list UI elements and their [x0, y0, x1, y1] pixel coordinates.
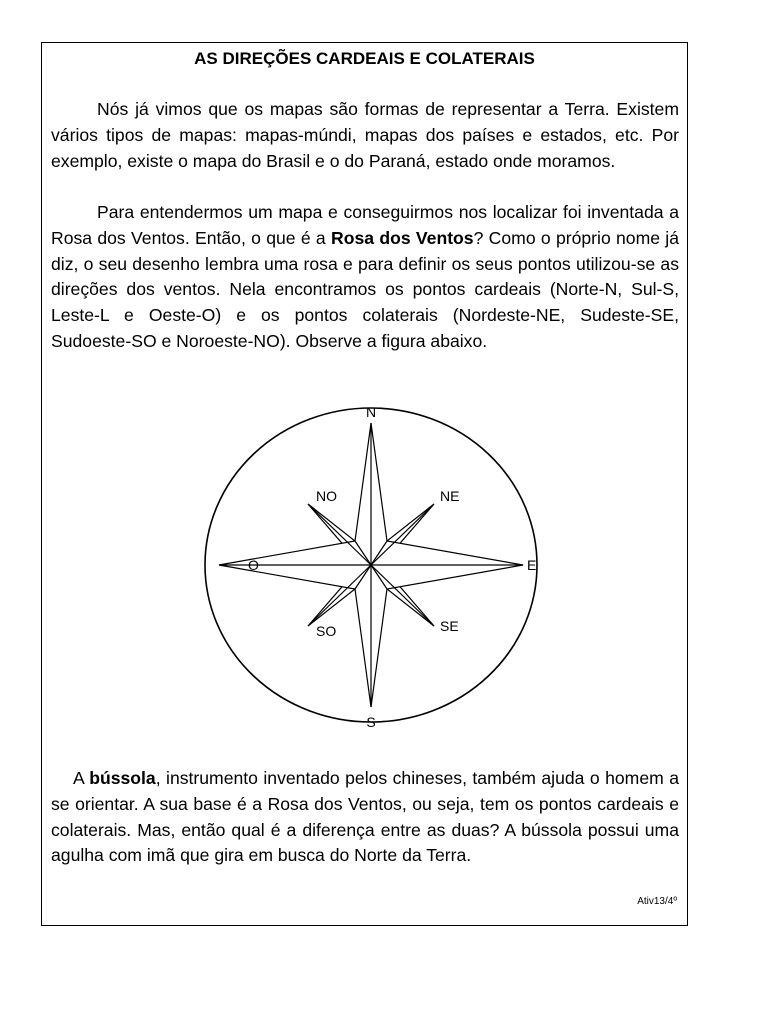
- rose-text-after: ? Como o próprio nome já diz, o seu desenho lembra uma rosa e para definir os seus pontos utilizou-se as direções dos ventos. Nela encontramos os pontos cardeais (Norte-N, Sul-S, Leste-L e Oeste-O) e os pontos colaterais (Nordeste-NE, Sudeste-SE, Sudoeste-SO e Noroeste-NO). Observe a figura abaixo.: [51, 227, 680, 351]
- compass-text-after: , instrumento inventado pelos chineses, também ajuda o homem a se orientar. A sua base é a Rosa dos Ventos, ou seja, tem os pontos cardeais e colaterais. Mas, então qual é a diferença entre as duas? A bússola possui uma agulha com imã que gira em busca do Norte da Terra.: [51, 768, 679, 866]
- rose-text-bold: Rosa dos Ventos: [331, 227, 474, 248]
- intro-text: Nós já vimos que os mapas são formas de representar a Terra. Existem vários tipos de mapas: mapas-múndi, mapas dos países e estados, etc. Por exemplo, existe o mapa do Brasil e o do Paraná, estado onde moramos.: [51, 99, 679, 171]
- label-southwest: SO: [316, 623, 337, 639]
- document-frame: [41, 42, 688, 926]
- compass-text-before: A: [73, 768, 90, 788]
- label-south: S: [366, 714, 376, 730]
- page-title: AS DIREÇÕES CARDEAIS E COLATERAIS: [194, 49, 535, 68]
- label-north: N: [365, 404, 377, 420]
- label-northeast: NE: [440, 488, 460, 504]
- label-southeast: SE: [440, 618, 459, 634]
- label-east: E: [527, 557, 537, 573]
- label-west: O: [248, 557, 259, 573]
- activity-code: Ativ13/4º: [637, 896, 677, 907]
- compass-rose-figure: [190, 395, 550, 735]
- compass-paragraph: [51, 766, 679, 869]
- intro-paragraph: [51, 97, 679, 174]
- rose-text-before: Para entendermos um mapa e conseguirmos nos localizar foi inventada a Rosa dos Ventos. Então, o que é a: [51, 202, 679, 248]
- compass-text-bold: bússola: [89, 768, 156, 788]
- label-northwest: NO: [316, 488, 337, 504]
- rose-paragraph: [51, 200, 679, 355]
- compass-axes: [219, 423, 523, 707]
